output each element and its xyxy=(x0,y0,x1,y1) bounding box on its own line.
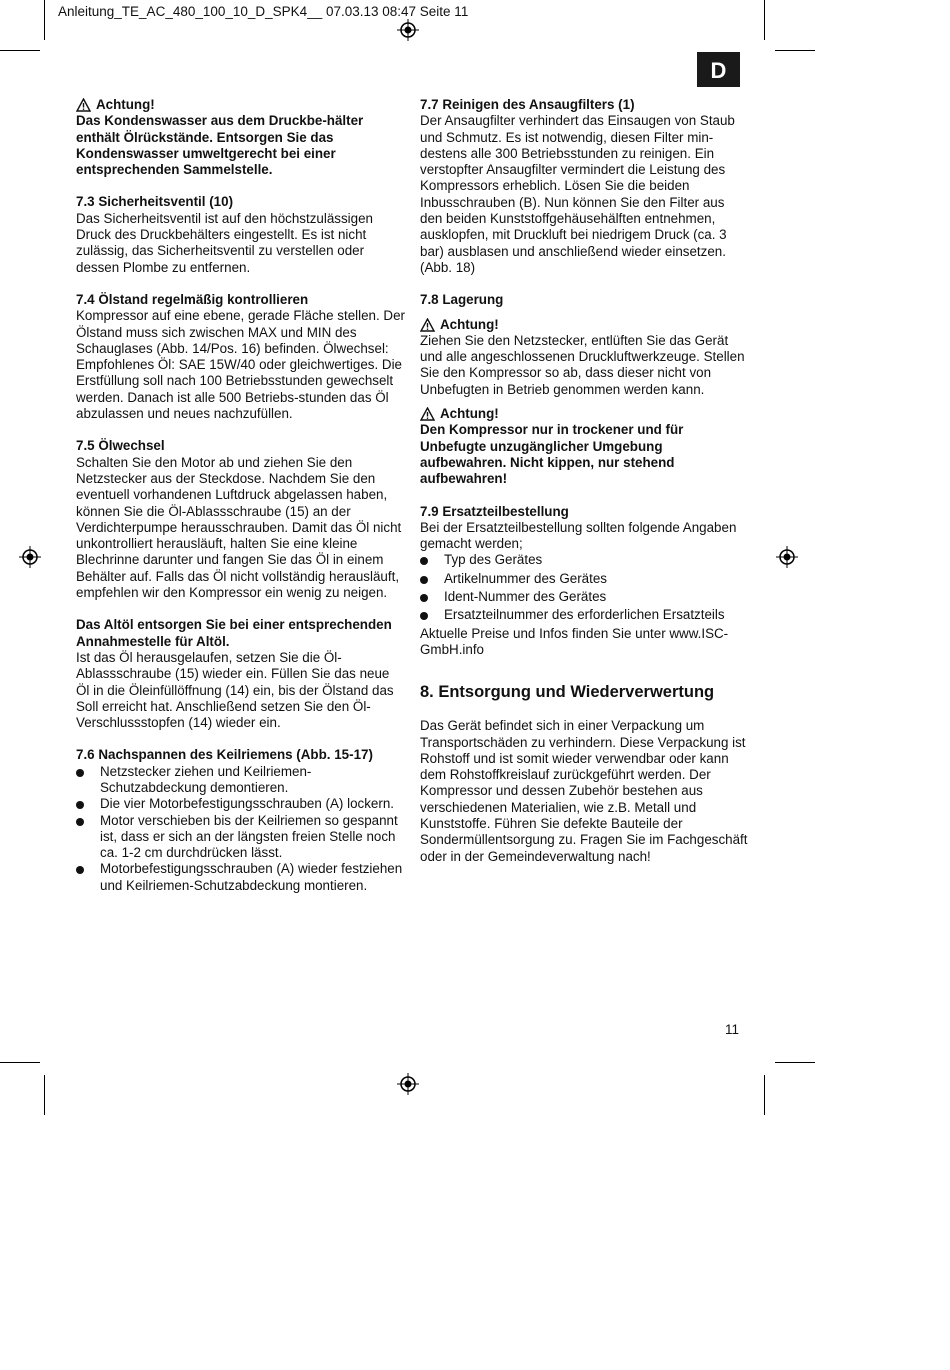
bullet-list xyxy=(420,552,750,623)
section-text: Das Gerät befindet sich in einer Verpackung um Transportschäden zu verhindern. Diese Verpackung ist Rohstoff und ist somit wieder verwendbar oder kann dem Rohstoffkreislauf zurückgeführt werden. Der Kompressor und dessen Zubehör bestehen aus verschiedenen Materialien, wie z.B. Metall und Kunststoffe. Führen Sie defekte Bauteile der Sondermüllentsorgung zu. Fragen Sie im Fachgeschäft oder in der Gemeindeverwaltung nach! xyxy=(420,718,748,864)
section-title: 7.3 Sicherheitsventil (10) xyxy=(76,194,234,210)
list-item: Motor verschieben bis der Keilriemen so gespannt ist, dass er sich an der längsten freien Stelle noch ca. 1-2 cm durchdrücken lässt. xyxy=(76,813,406,862)
crop-mark xyxy=(0,50,40,51)
section-title: 7.4 Ölstand regelmäßig kontrollieren xyxy=(76,291,309,307)
registration-mark-icon xyxy=(397,19,419,41)
warning-triangle-icon xyxy=(420,318,435,332)
page-number: 11 xyxy=(725,1022,740,1037)
section-title: Das Altöl entsorgen Sie bei einer entsprechenden Annahmestelle für Altöl. xyxy=(76,617,392,649)
section-text: Schalten Sie den Motor ab und ziehen Sie den Netzstecker aus der Steckdose. Nachdem Sie den eventuell vorhandenen Luftdruck abgelassen haben, können Sie die Öl-Ablassschraube (15) an der Verdichterpumpe herausschrauben. Damit das Öl nicht unkontrolliert herausläuft, halten Sie eine kleine Blechrinne darunter und fangen Sie das Öl in einem Behälter auf. Falls das Öl nicht vollständig herausläuft, empfehlen wir den Kompressor ein wenig zu neigen. xyxy=(76,454,402,601)
warning-title: Achtung! xyxy=(440,316,499,332)
crop-mark xyxy=(0,1062,40,1063)
list-item: Motorbefestigungsschrauben (A) wieder festziehen und Keilriemen-Schutzabdeckung montieren. xyxy=(76,861,406,894)
section-text: Der Ansaugfilter verhindert das Einsaugen von Staub und Schmutz. Es ist notwendig, diesen Filter min-destens alle 300 Betriebsstunden zu reinigen. Ein verstopfter Ansaugfilter vermindert die Leistung des Kompressors erheblich. Lösen Sie die beiden Inbusschrauben (B). Nun können Sie den Filter aus den beiden Kunststoffgehäusehälften entnehmen, ausklopfen, mit Druckluft bei niedrigem Druck (ca. 3 bar) ausblasen und anschließend wieder einsetzen. (Abb. 18) xyxy=(420,113,735,275)
section-text: Kompressor auf eine ebene, gerade Fläche stellen. Der Ölstand muss sich zwischen MAX und MIN des Schauglases (Abb. 14/Pos. 16) befinden. Ölwechsel: Empfohlenes Öl: SAE 15W/40 oder gleichwertiges. Die Erstfüllung soll nach 100 Betriebsstunden gewechselt werden. Danach ist alle 500 Betriebs-stunden das Öl abzulassen und neues nachzufüllen. xyxy=(76,308,406,422)
language-tab: D xyxy=(697,52,740,87)
warning-triangle-icon xyxy=(420,407,435,421)
warning-title: Achtung! xyxy=(440,406,499,422)
list-item: Artikelnummer des Gerätes xyxy=(420,571,750,587)
crop-mark xyxy=(775,1062,815,1063)
registration-mark-icon xyxy=(397,1073,419,1095)
section-title: 7.7 Reinigen des Ansaugfilters (1) xyxy=(420,97,635,112)
list-item: Netzstecker ziehen und Keilriemen-Schutzabdeckung demontieren. xyxy=(76,764,406,797)
registration-mark-icon xyxy=(19,546,41,568)
list-item: Typ des Gerätes xyxy=(420,552,750,568)
section-text: Das Sicherheitsventil ist auf den höchstzulässigen Druck des Druckbehälters eingestellt. Es ist nicht zulässig, das Sicherheitsventil zu verstellen oder dessen Plombe zu entfernen. xyxy=(76,210,373,275)
list-item: Die vier Motorbefestigungsschrauben (A) lockern. xyxy=(76,796,406,812)
crop-mark xyxy=(764,1075,765,1115)
section-title: 7.6 Nachspannen des Keilriemens (Abb. 15-17) xyxy=(76,747,373,763)
crop-mark xyxy=(775,50,815,51)
warning-triangle-icon xyxy=(76,98,91,112)
section-text: Aktuelle Preise und Infos finden Sie unter www.ISC-GmbH.info xyxy=(420,625,729,657)
bullet-list xyxy=(76,764,406,894)
list-item: Ident-Nummer des Gerätes xyxy=(420,589,750,605)
section-text: Bei der Ersatzteilbestellung sollten folgende Angaben gemacht werden; xyxy=(420,519,737,552)
section-title: 7.5 Ölwechsel xyxy=(76,438,165,454)
right-column xyxy=(420,97,750,865)
warning-heading xyxy=(420,317,750,333)
list-item: Ersatzteilnummer des erforderlichen Ersatzteils xyxy=(420,607,750,623)
section-text: Ist das Öl herausgelaufen, setzen Sie die Öl-Ablassschraube (15) wieder ein. Füllen Sie das neue Öl in die Öleinfüllöffnung (14) ein, bis der Ölstand das Soll erreicht hat. Anschließend setzen Sie den Öl-Verschlussstopfen (14) wieder ein. xyxy=(76,649,394,731)
warning-title: Achtung! xyxy=(96,97,155,112)
left-column xyxy=(76,97,406,894)
warning-heading xyxy=(76,97,406,113)
crop-mark xyxy=(44,1075,45,1115)
section-title: 7.9 Ersatzteilbestellung xyxy=(420,503,569,519)
crop-mark xyxy=(44,0,45,40)
warning-text: Ziehen Sie den Netzstecker, entlüften Sie das Gerät und alle angeschlossenen Druckluftwerkzeuge. Stellen Sie den Kompressor so ab, dass dieser nicht von Unbefugten in Betrieb genommen werden kann. xyxy=(420,332,745,397)
warning-text: Das Kondenswasser aus dem Druckbe-hälter enthält Ölrückstände. Entsorgen Sie das Kondenswasser umweltgerecht bei einer entsprechenden Sammelstelle. xyxy=(76,113,364,178)
chapter-heading: 8. Entsorgung und Wiederverwertung xyxy=(420,683,715,702)
registration-mark-icon xyxy=(776,546,798,568)
print-slug: Anleitung_TE_AC_480_100_10_D_SPK4__ 07.03.13 08:47 Seite 11 xyxy=(58,4,469,19)
crop-mark xyxy=(764,0,765,40)
warning-heading xyxy=(420,406,750,422)
section-title: 7.8 Lagerung xyxy=(420,292,504,308)
warning-text: Den Kompressor nur in trockener und für Unbefugte unzugänglicher Umgebung aufbewahren. Nicht kippen, nur stehend aufbewahren! xyxy=(420,422,684,487)
